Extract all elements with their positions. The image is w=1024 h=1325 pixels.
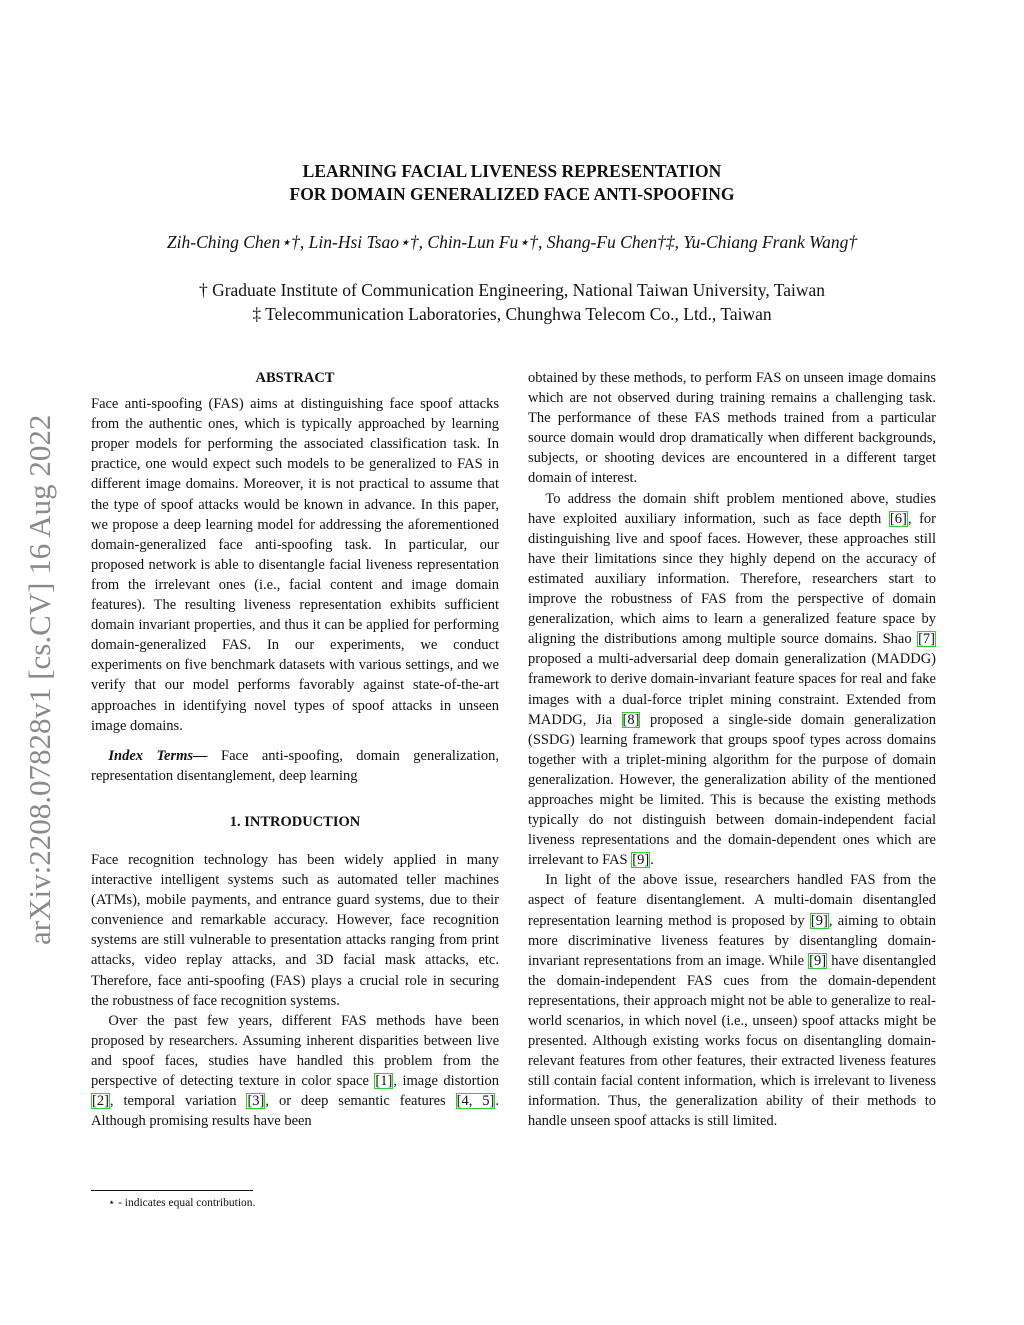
title-line-1: LEARNING FACIAL LIVENESS REPRESENTATION xyxy=(302,161,722,181)
citation-link[interactable]: [6] xyxy=(889,510,907,527)
citation-link[interactable]: [2] xyxy=(92,1093,109,1110)
intro-paragraph-5 xyxy=(528,870,936,1131)
intro-paragraph-3: obtained by these methods, to perform FAS on unseen image domains which are not observed during training remains a challenging task. The performance of these FAS methods trained from a particular source domain would drop dramatically when different backgrounds, subjects, or shooting devices are encountered in a different target domain of interest. xyxy=(528,370,936,487)
left-column xyxy=(91,368,499,1131)
intro-paragraph-4 xyxy=(528,489,936,871)
citation-link[interactable]: [4, 5] xyxy=(456,1093,495,1110)
text-run: , aiming to obtain more discriminative liveness features by disentangling domain-invariant representations from an image. While xyxy=(528,912,936,969)
abstract-body: Face anti-spoofing (FAS) aims at distinguishing face spoof attacks from the authentic ones, which is typically approached by learning proper models for performing the associated classification task. In practice, one would expect such models to be generalized to FAS in different image domains. Moreover, it is not practical to assume that the type of spoof attacks would be known in advance. In this paper, we propose a deep learning model for addressing the aforementioned domain-generalized face anti-spoofing task. In particular, our proposed network is able to disentangle facial liveness representation from the irrelevant ones (i.e., facial content and image domain features). The resulting liveness representation exhibits sufficient domain invariant properties, and thus it can be applied for performing domain-generalized FAS. In our experiments, we conduct experiments on five benchmark datasets with various settings, and we verify that our model performs favorably against state-of-the-art approaches in identifying novel types of spoof attacks in unseen image domains. xyxy=(91,396,499,734)
text-run: To address the domain shift problem mentioned above, studies have exploited auxiliary information, such as face depth xyxy=(528,490,936,527)
index-terms-text: Face anti-spoofing, domain generalization, representation disentanglement, deep learning xyxy=(91,747,500,784)
index-terms-label: Index Terms— xyxy=(108,747,208,764)
title-line-2: FOR DOMAIN GENERALIZED FACE ANTI-SPOOFING xyxy=(289,184,735,204)
text-run: . xyxy=(650,852,654,869)
citation-link[interactable]: [9] xyxy=(632,852,650,869)
intro-paragraph-2 xyxy=(91,1011,499,1132)
citation-link[interactable]: [3] xyxy=(247,1093,265,1110)
author-list: Zih-Ching Chen⋆†, Lin-Hsi Tsao⋆†, Chin-Lun Fu⋆†, Shang-Fu Chen†‡, Yu-Chiang Frank Wang† xyxy=(166,232,858,252)
paper-title xyxy=(0,160,1024,206)
right-column xyxy=(528,368,936,1132)
citation-link[interactable]: [9] xyxy=(810,912,828,929)
text-run: have disentangled the domain-independent FAS cues from the domain-dependent representations, their approach might not be able to generalize to real-world scenarios, in which novel (i.e., unseen) spoof attacks might be presented. Although existing works focus on disentangling domain-relevant features from other features, their extracted liveness features still contain facial content information, which is irrelevant to liveness information. Thus, the generalization ability of their methods to handle unseen spoof attacks is still limited. xyxy=(528,952,936,1130)
citation-link[interactable]: [8] xyxy=(622,711,640,728)
abstract-heading: ABSTRACT xyxy=(255,370,335,386)
text-run: . Although promising results have been xyxy=(91,1093,499,1130)
affiliation-chunghwa: ‡ Telecommunication Laboratories, Chunghwa Telecom Co., Ltd., Taiwan xyxy=(252,304,772,324)
intro-paragraph-1: Face recognition technology has been widely applied in many interactive intelligent systems such as automated teller machines (ATMs), mobile payments, and entrance guard systems, due to their convenience and remarkable accuracy. However, face recognition systems are still vulnerable to presentation attacks ranging from print attacks, video replay attacks, and 3D facial mask attacks, etc. Therefore, face anti-spoofing (FAS) plays a crucial role in securing the robustness of face recognition systems. xyxy=(91,851,499,1009)
text-run: , for distinguishing live and spoof faces. However, these approaches still have their limitations since they highly depend on the accuracy of estimated auxiliary information. Therefore, researchers start to improve the robustness of FAS from the perspective of domain generalization, which aims to learn a generalized feature space by aligning the distributions among multiple source domains. Shao xyxy=(528,510,936,648)
text-run: , or deep semantic features xyxy=(265,1093,456,1110)
text-run: In light of the above issue, researchers handled FAS from the aspect of feature disentanglement. A multi-domain disentangled representation learning method is proposed by xyxy=(528,872,936,929)
text-run: proposed a single-side domain generalization (SSDG) learning framework that groups spoof types across domains together with a triplet-mining algorithm for the purpose of domain generalization. However, the generalization ability of the mentioned approaches might be limited. This is because the existing methods typically do not distinguish between domain-independent facial liveness representations and the domain-dependent ones which are irrelevant to FAS xyxy=(528,711,937,869)
text-run: , temporal variation xyxy=(109,1093,247,1110)
citation-link[interactable]: [1] xyxy=(375,1073,393,1089)
affiliation-ntu: † Graduate Institute of Communication Engineering, National Taiwan University, Taiwan xyxy=(198,280,826,300)
affiliations xyxy=(0,278,1024,326)
introduction-heading: 1. INTRODUCTION xyxy=(229,813,361,830)
arxiv-sidebar-stamp: arXiv:2208.07828v1 [cs.CV] 16 Aug 2022 xyxy=(22,414,57,945)
footnote-equal-contribution: ⋆ - indicates equal contribution. xyxy=(108,1197,256,1209)
text-run: , image distortion xyxy=(393,1073,500,1089)
footnote-divider xyxy=(91,1190,253,1191)
citation-link[interactable]: [9] xyxy=(809,952,827,969)
index-terms xyxy=(91,746,499,786)
citation-link[interactable]: [7] xyxy=(918,631,935,648)
text-run: Over the past few years, different FAS methods have been proposed by researchers. Assuming inherent disparities between live and spoof faces, studies have handled this problem from the perspective of detecting texture in color space xyxy=(91,1012,499,1089)
text-run: proposed a multi-adversarial deep domain generalization (MADDG) framework to derive domain-invariant feature spaces for real and fake images with a dual-force triplet mining constraint. Extended from MADDG, Jia xyxy=(528,651,936,728)
